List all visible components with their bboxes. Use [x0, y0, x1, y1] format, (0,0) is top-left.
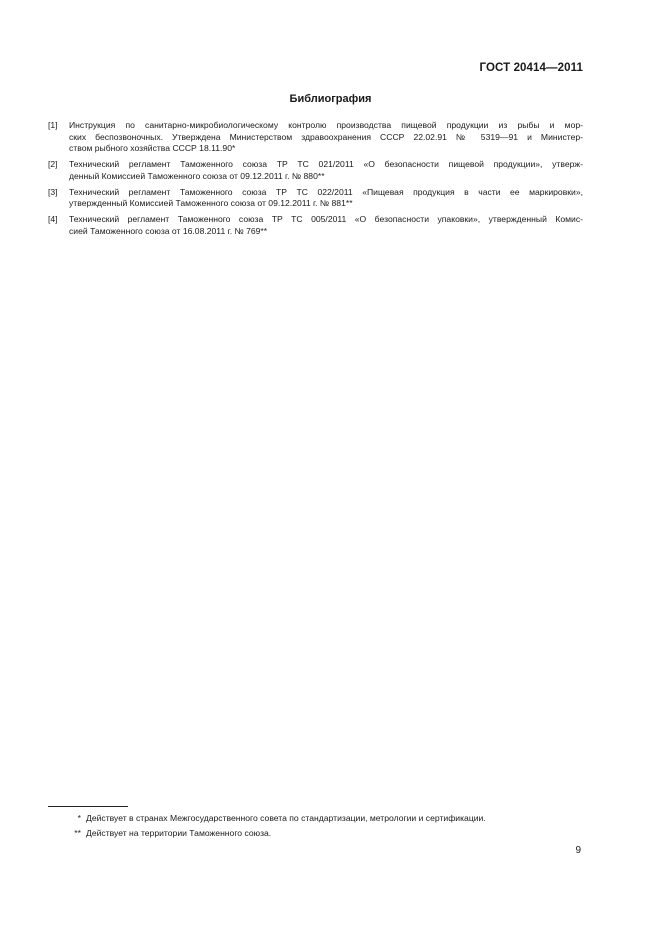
bibliography-title: Библиография	[289, 93, 372, 105]
bibliography-list	[48, 120, 583, 242]
page-number: 9	[575, 845, 581, 856]
bibliography-item-text	[69, 120, 583, 155]
bibliography-item-text	[69, 159, 583, 182]
footnote	[48, 813, 588, 825]
bibliography-item-number: [2]	[48, 159, 58, 169]
bibliography-item-number: [3]	[48, 186, 58, 197]
bibliography-item-text	[69, 214, 583, 237]
footnote-mark: **	[74, 827, 81, 838]
bibliography-item	[48, 159, 583, 182]
footnote-text: Действует на территории Таможенного союза.	[86, 827, 272, 838]
bibliography-item-line: Технический регламент Таможенного союза ТР ТС 022/2011 «Пищевая продукция в части ее маркировки»,	[69, 186, 583, 197]
bibliography-item-line: ством рыбного хозяйства СССР 18.11.90*	[69, 143, 236, 153]
bibliography-item	[48, 214, 583, 237]
bibliography-item-line: денный Комиссией Таможенного союза от 09.12.2011 г. № 880**	[69, 170, 325, 181]
footnote	[48, 828, 588, 840]
bibliography-item-number: [4]	[48, 214, 58, 224]
bibliography-item-line: утвержденный Комиссией Таможенного союза от 09.12.2011 г. № 881**	[69, 198, 353, 208]
standard-code: ГОСТ 20414—2011	[479, 62, 583, 74]
bibliography-item-line: Инструкция по санитарно-микробиологическому контролю производства пищевой продукции из рыбы и мор-	[69, 120, 583, 130]
bibliography-item	[48, 120, 583, 155]
footnote-divider	[48, 806, 128, 807]
bibliography-item-line: Технический регламент Таможенного союза ТР ТС 005/2011 «О безопасности упаковки», утвержденный Комис-	[69, 214, 583, 224]
footnotes	[48, 813, 588, 842]
bibliography-item-line: ских беспозвоночных. Утверждена Министерством здравоохранения СССР 22.02.91 № 5319—91 и Министер-	[69, 131, 583, 142]
bibliography-item-text	[69, 187, 583, 210]
footnote-text: Действует в странах Межгосударственного совета по стандартизации, метрологии и сертификации.	[86, 813, 486, 823]
footnote-mark: *	[77, 813, 81, 823]
bibliography-item-number: [1]	[48, 120, 58, 130]
bibliography-item-line: Технический регламент Таможенного союза ТР ТС 021/2011 «О безопасности пищевой продукции», утверж-	[69, 159, 583, 169]
bibliography-item-line: сией Таможенного союза от 16.08.2011 г. № 769**	[69, 225, 268, 236]
bibliography-item	[48, 187, 583, 210]
